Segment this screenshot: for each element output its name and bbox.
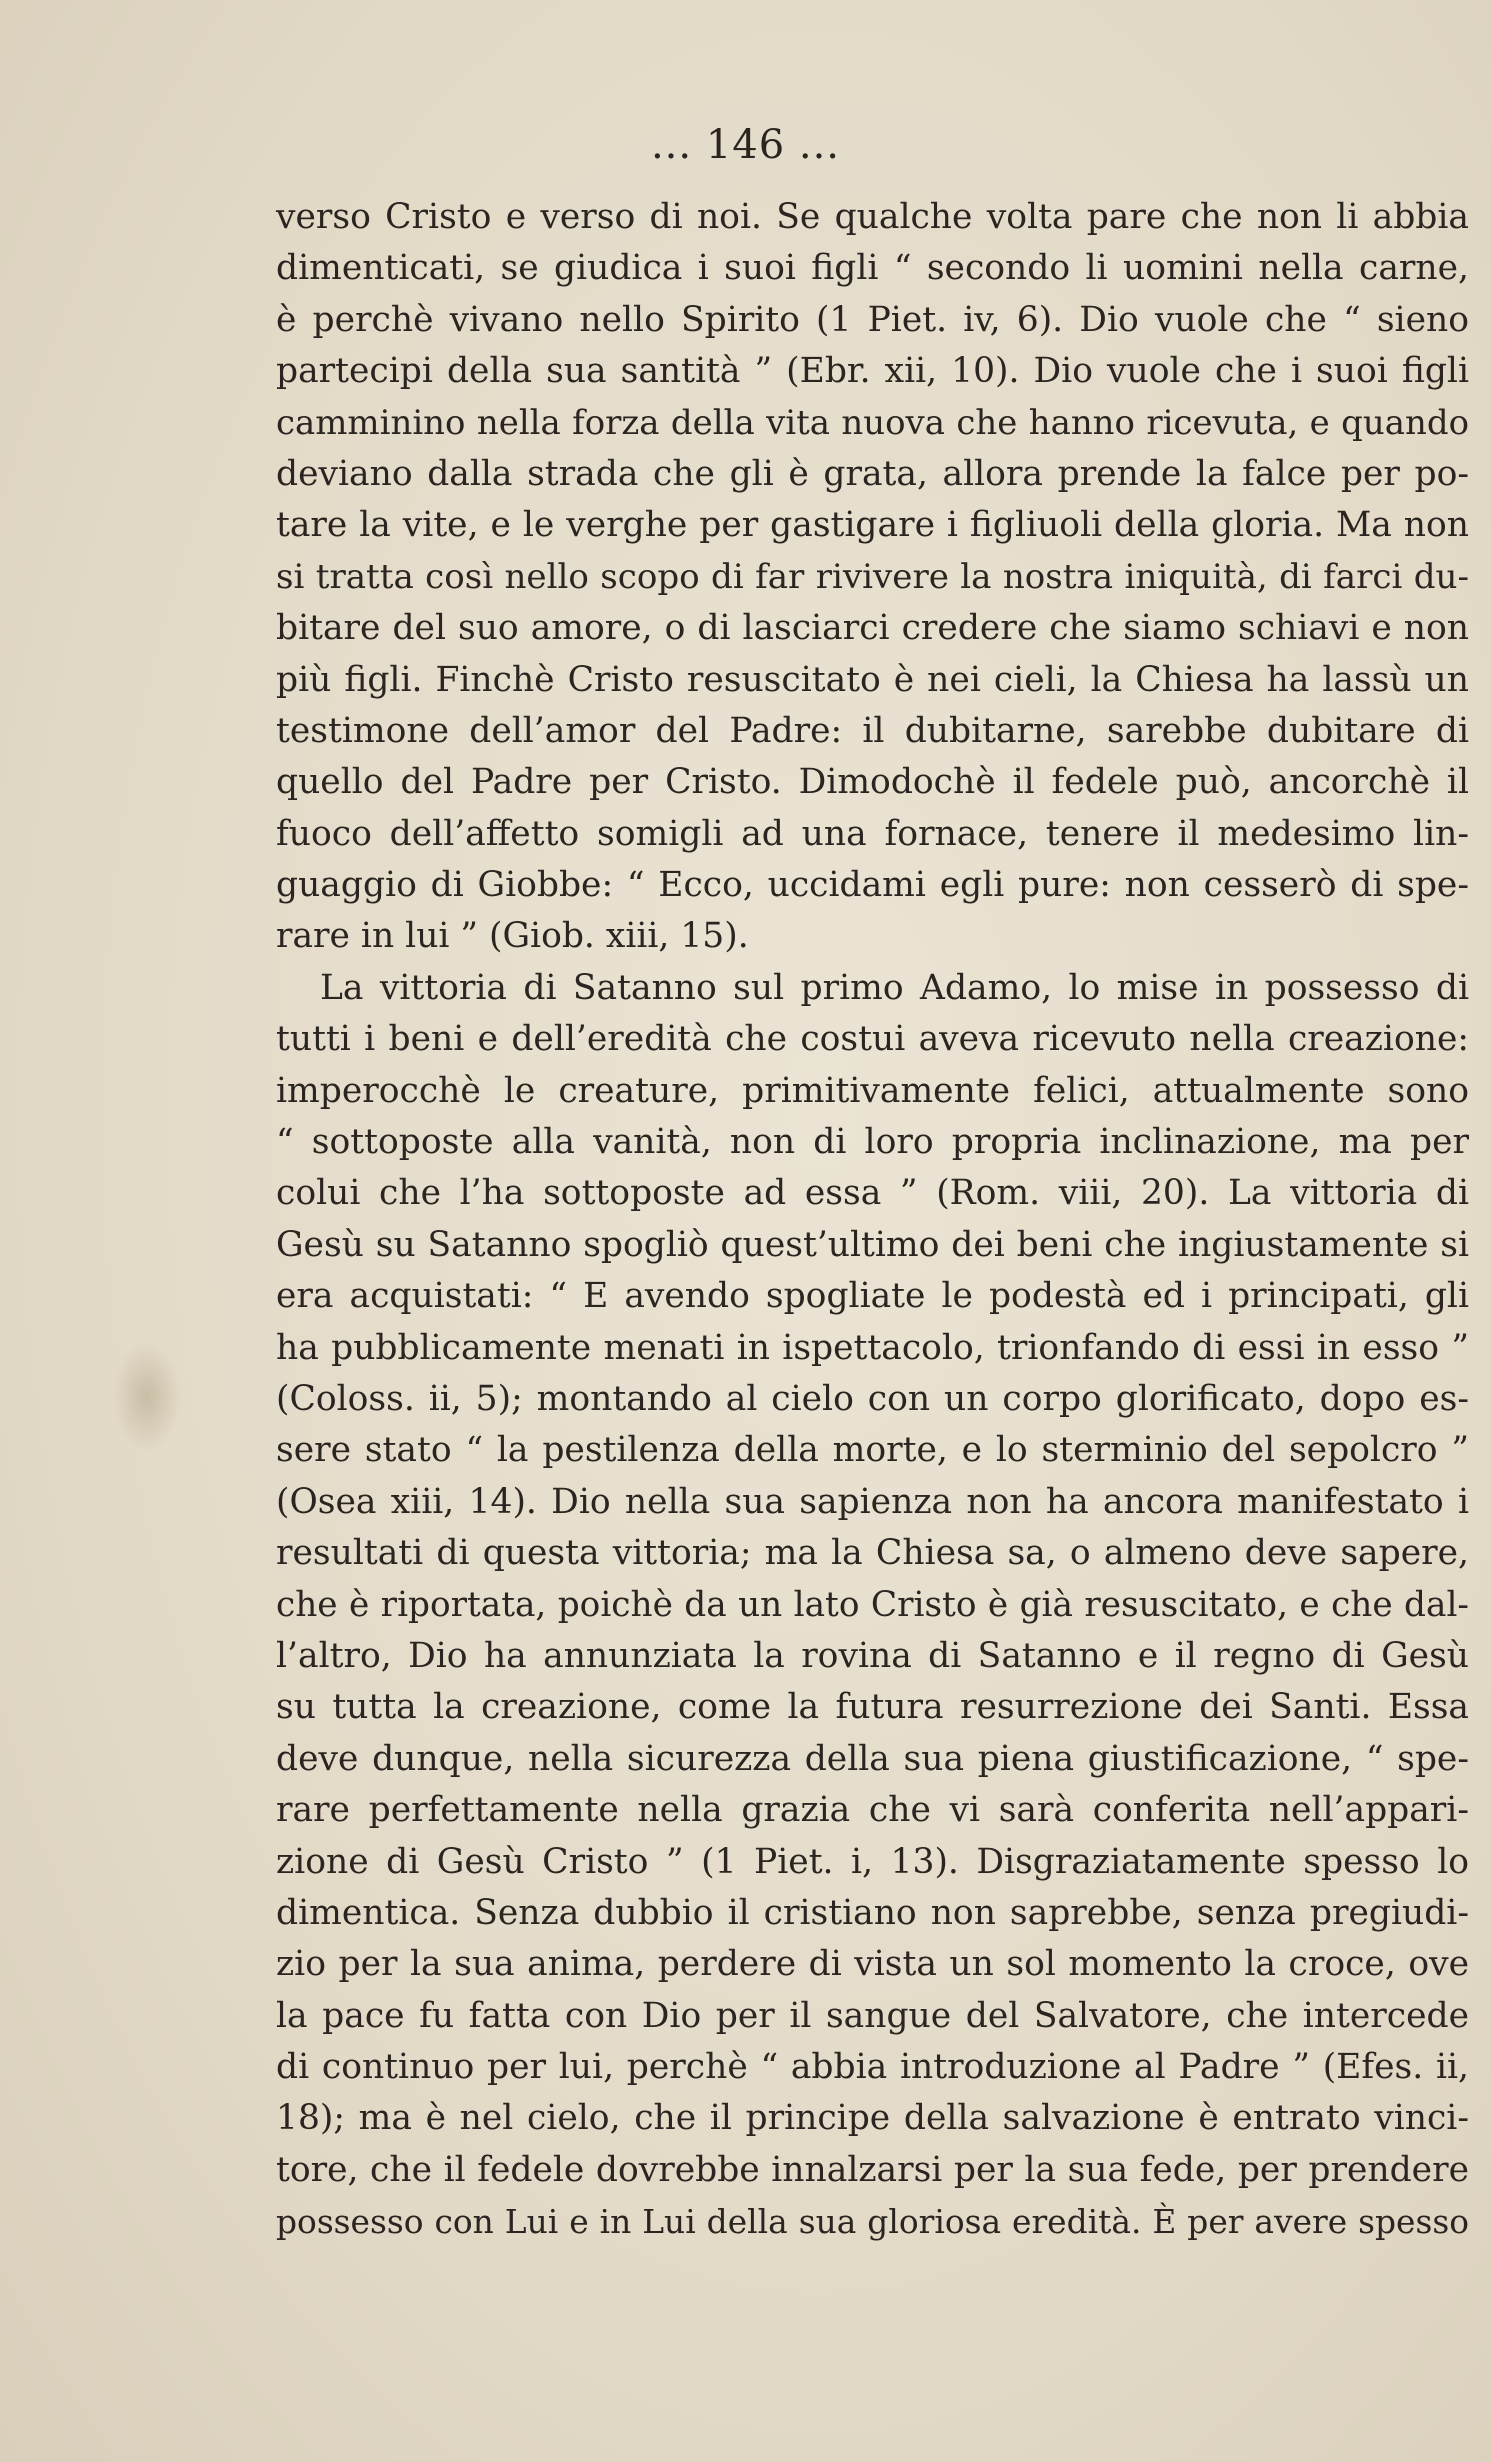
text-line: resultati di questa vittoria; ma la Chiesa sa, o almeno deve sapere, (276, 1533, 1469, 1574)
text-line: è perchè vivano nello Spirito (1 Piet. iv, 6). Dio vuole che “ sieno (276, 299, 1469, 340)
text-line: tare la vite, e le verghe per gastigare i figliuoli della gloria. Ma non (276, 505, 1469, 546)
text-line: guaggio di Giobbe: “ Ecco, uccidami egli pure: non cesserò di spe- (276, 865, 1469, 906)
text-line: deviano dalla strada che gli è grata, allora prende la falce per po- (276, 453, 1469, 494)
text-line: partecipi della sua santità ” (Ebr. xii, 10). Dio vuole che i suoi figli (276, 351, 1469, 392)
text-line: camminino nella forza della vita nuova che hanno ricevuta, e quando (276, 402, 1469, 443)
text-line: la pace fu fatta con Dio per il sangue del Salvatore, che intercede (276, 1995, 1469, 2036)
text-line: zione di Gesù Cristo ” (1 Piet. i, 13). Disgraziatamente spesso lo (276, 1841, 1469, 1882)
text-line: dimenticati, se giudica i suoi figli “ secondo li uomini nella carne, (276, 248, 1469, 289)
text-line: Gesù su Satanno spogliò quest’ultimo dei beni che ingiustamente si (276, 1224, 1469, 1265)
text-line: l’altro, Dio ha annunziata la rovina di Satanno e il regno di Gesù (276, 1635, 1469, 1676)
text-line: (Coloss. ii, 5); montando al cielo con un corpo glorificato, dopo es- (276, 1378, 1469, 1419)
text-line: fuoco dell’affetto somigli ad una fornace, tenere il medesimo lin- (276, 813, 1469, 854)
text-line: verso Cristo e verso di noi. Se qualche volta pare che non li abbia (276, 197, 1469, 237)
text-line: colui che l’ha sottoposte ad essa ” (Rom. viii, 20). La vittoria di (276, 1173, 1469, 1214)
text-line: testimone dell’amor del Padre: il dubitarne, sarebbe dubitare di (276, 710, 1469, 751)
paragraph-end-line: rare in lui ” (Giob. xiii, 15). (276, 916, 749, 957)
text-line: 18); ma è nel cielo, che il principe della salvazione è entrato vinci- (276, 2098, 1469, 2139)
text-line: (Osea xiii, 14). Dio nella sua sapienza non ha ancora manifestato i (276, 1481, 1469, 1522)
text-line: deve dunque, nella sicurezza della sua piena giustificazione, “ spe- (276, 1738, 1469, 1779)
text-line: zio per la sua anima, perdere di vista un sol momento la croce, ove (276, 1944, 1469, 1985)
text-line: era acquistati: “ E avendo spogliate le podestà ed i principati, gli (276, 1276, 1469, 1317)
text-line: più figli. Finchè Cristo resuscitato è nei cieli, la Chiesa ha lassù un (276, 659, 1469, 700)
text-line: possesso con Lui e in Lui della sua gloriosa eredità. È per avere spesso (276, 2202, 1469, 2242)
text-line: rare perfettamente nella grazia che vi sarà conferita nell’appari- (276, 1790, 1469, 1831)
text-line: tore, che il fedele dovrebbe innalzarsi per la sua fede, per prendere (276, 2149, 1469, 2190)
text-line: di continuo per lui, perchè “ abbia introduzione al Padre ” (Efes. ii, (276, 2047, 1469, 2088)
text-line: sere stato “ la pestilenza della morte, e lo sterminio del sepolcro ” (276, 1430, 1469, 1471)
text-line: ha pubblicamente menati in ispettacolo, trionfando di essi in esso ” (276, 1327, 1469, 1368)
body-text (276, 192, 1469, 2248)
paragraph-start-line: La vittoria di Satanno sul primo Adamo, lo mise in possesso di (320, 967, 1469, 1008)
text-line: si tratta così nello scopo di far rivivere la nostra iniquità, di farci du- (276, 556, 1469, 597)
text-line: imperocchè le creature, primitivamente felici, attualmente sono (276, 1070, 1469, 1111)
paper-stain (112, 1342, 182, 1452)
text-line: dimentica. Senza dubbio il cristiano non saprebbe, senza pregiudi- (276, 1892, 1469, 1933)
text-line: su tutta la creazione, come la futura resurrezione dei Santi. Essa (276, 1687, 1469, 1728)
text-line: che è riportata, poichè da un lato Cristo è già resuscitato, e che dal- (276, 1584, 1469, 1625)
text-line: “ sottoposte alla vanità, non di loro propria inclinazione, ma per (276, 1122, 1469, 1163)
page-number: ... 146 ... (650, 122, 841, 168)
text-line: quello del Padre per Cristo. Dimodochè il fedele può, ancorchè il (276, 762, 1469, 803)
text-line: tutti i beni e dell’eredità che costui aveva ricevuto nella creazione: (276, 1019, 1469, 1060)
text-line: bitare del suo amore, o di lasciarci credere che siamo schiavi e non (276, 608, 1469, 649)
